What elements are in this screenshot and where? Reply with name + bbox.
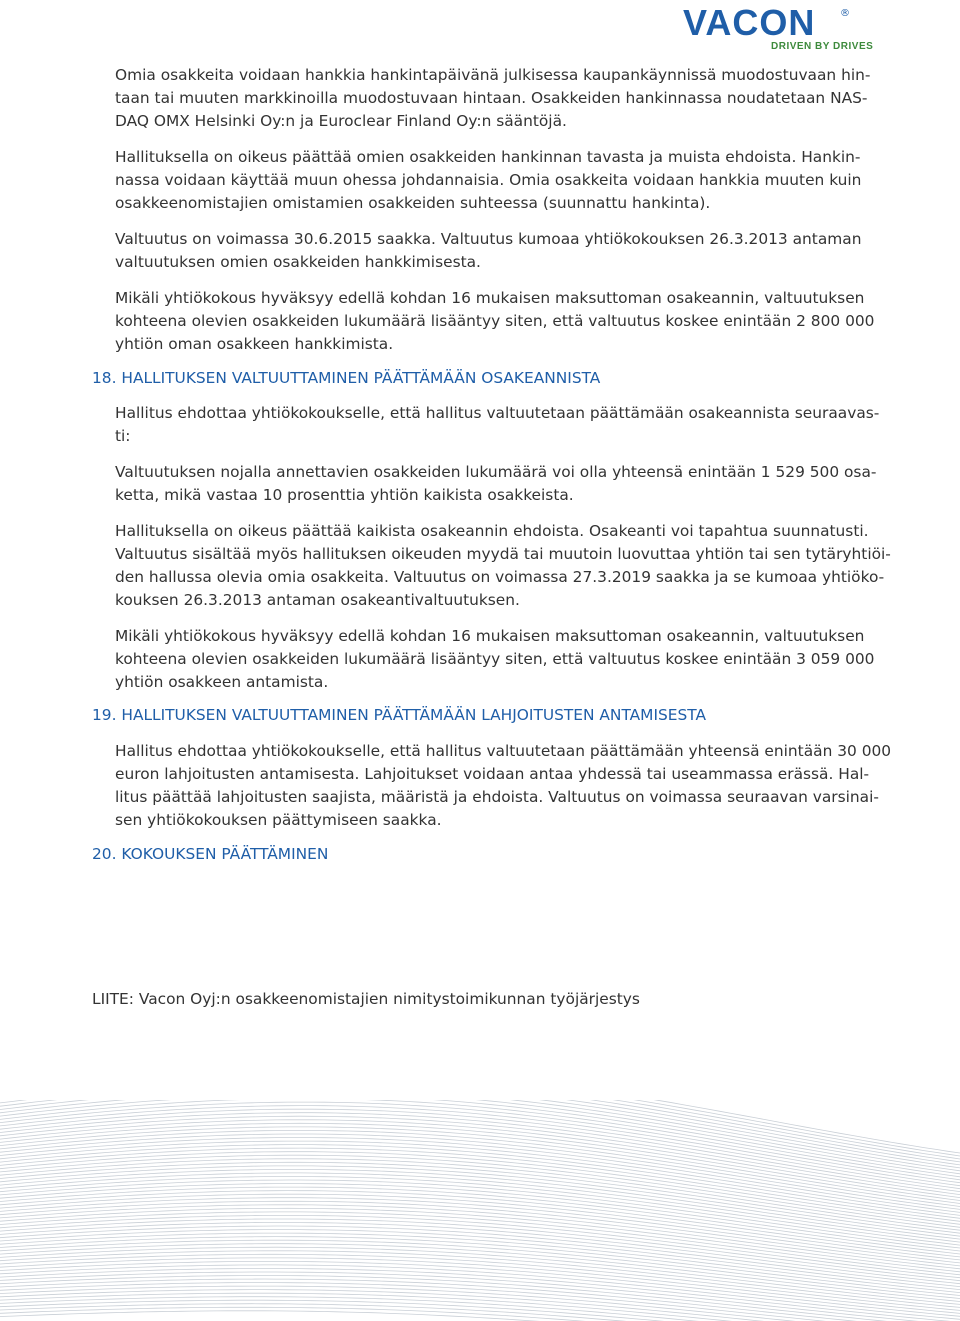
paragraph: Hallituksella on oikeus päättää omien osakkeiden hankinnan tavasta ja muista ehdoista. Hankin- nassa voidaan käyttää muun ohessa johdannaisia. Omia osakkeita voidaan hankkia muuten kuin osakkeenomistajien omistamien osakkeiden suhteessa (suunnattu hankinta). [115, 148, 862, 212]
paragraph: Hallituksella on oikeus päättää kaikista osakeannin ehdoista. Osakeanti voi tapahtua suunnatusti. Valtuutus sisältää myös hallituksen oikeuden myydä tai muutoin luovuttaa yhtiön tai sen tytäryhtiöi- den hallussa olevia omia osakkeita. Valtuutus on voimassa 27.3.2019 saakka ja se kumoaa yhtiöko- kouksen 26.3.2013 antaman osakeantivaltuutuksen. [115, 522, 891, 609]
section-heading-18: 18. HALLITUKSEN VALTUUTTAMINEN PÄÄTTÄMÄÄN OSAKEANNISTA [92, 369, 601, 387]
wave-line [0, 1191, 960, 1257]
logo-brand: VACON [683, 4, 816, 43]
paragraph: Hallitus ehdottaa yhtiökokoukselle, että hallitus valtuutetaan päättämään osakeannista seuraavas- ti: [115, 404, 880, 445]
paragraph: Omia osakkeita voidaan hankkia hankintapäivänä julkisessa kaupankäynnissä muodostuvaan hin- taan tai muuten markkinoilla muodostuvaan hintaan. Osakkeiden hankinnassa noudatetaan NAS- DAQ OMX Helsinki Oy:n ja Euroclear Finland Oy:n sääntöjä. [115, 66, 871, 130]
logo-tagline: DRIVEN BY DRIVES [771, 41, 874, 52]
decorative-wave-pattern [0, 1100, 960, 1321]
paragraph: Mikäli yhtiökokous hyväksyy edellä kohdan 16 mukaisen maksuttoman osakeannin, valtuutuksen kohteena olevien osakkeiden lukumäärä lisääntyy siten, että valtuutus koskee enintään 2 800 000 yhtiön oman osakkeen hankkimista. [115, 289, 875, 353]
section-heading-20: 20. KOKOUKSEN PÄÄTTÄMINEN [92, 845, 329, 863]
logo-registered: ® [840, 8, 850, 19]
paragraph: Valtuutuksen nojalla annettavien osakkeiden lukumäärä voi olla yhteensä enintään 1 529 500 osa- ketta, mikä vastaa 10 prosenttia yhtiön kaikista osakkeista. [115, 463, 877, 504]
wave-line [0, 1304, 960, 1321]
wave-line [0, 1100, 960, 1174]
wave-line [0, 1184, 960, 1251]
vacon-logo [683, 4, 883, 54]
wave-line [0, 1311, 960, 1321]
section-heading-19: 19. HALLITUKSEN VALTUUTTAMINEN PÄÄTTÄMÄÄN LAHJOITUSTEN ANTAMISESTA [92, 706, 706, 724]
paragraph: Valtuutus on voimassa 30.6.2015 saakka. Valtuutus kumoaa yhtiökokouksen 26.3.2013 antaman valtuutuksen omien osakkeiden hankkimisesta. [115, 230, 862, 271]
paragraph: Mikäli yhtiökokous hyväksyy edellä kohdan 16 mukaisen maksuttoman osakeannin, valtuutuksen kohteena olevien osakkeiden lukumäärä lisääntyy siten, että valtuutus koskee enintään 3 059 000 yhtiön osakkeen antamista. [115, 627, 875, 691]
paragraph: Hallitus ehdottaa yhtiökokoukselle, että hallitus valtuutetaan päättämään yhteensä enintään 30 000 euron lahjoitusten antamisesta. Lahjoitukset voidaan antaa yhdessä tai useammassa erässä. Hal- litus päättää lahjoitusten saajista, määristä ja ehdoista. Valtuutus on voimassa seuraavan varsinai- sen yhtiökokouksen päättymiseen saakka. [115, 742, 892, 829]
appendix-line: LIITE: Vacon Oyj:n osakkeenomistajien nimitystoimikunnan työjärjestys [92, 990, 640, 1008]
